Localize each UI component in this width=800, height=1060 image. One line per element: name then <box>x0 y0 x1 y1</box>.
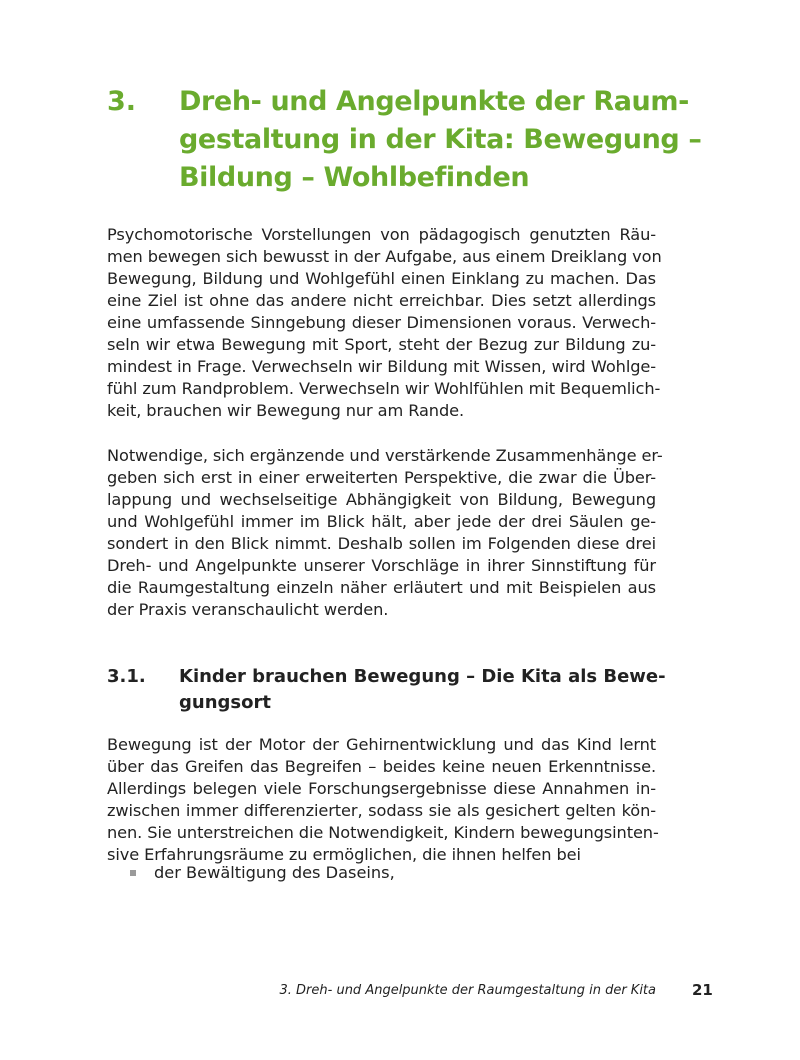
section-number: 3.1. <box>107 666 146 687</box>
text-line: eine Ziel ist ohne das andere nicht erreichbar. Dies setzt allerdings <box>107 291 656 310</box>
text-line: lappung und wechselseitige Abhängigkeit von Bildung, Bewegung <box>107 490 656 509</box>
running-footer-title: 3. Dreh- und Angelpunkte der Raumgestaltung in der Kita <box>279 983 656 998</box>
text-line: Psychomotorische Vorstellungen von pädagogisch genutzten Räu- <box>107 225 656 244</box>
chapter-title <box>179 83 702 197</box>
text-line: keit, brauchen wir Bewegung nur am Rande. <box>107 401 465 420</box>
bullet-text: der Bewältigung des Daseins, <box>154 863 395 882</box>
text-line: eine umfassende Sinngebung dieser Dimensionen voraus. Verwech- <box>107 313 656 332</box>
text-line: Bewegung ist der Motor der Gehirnentwicklung und das Kind lernt <box>107 735 656 754</box>
section-paragraph <box>107 734 659 866</box>
text-line: Allerdings belegen viele Forschungsergebnisse diese Annahmen in- <box>107 779 656 798</box>
text-line: Notwendige, sich ergänzende und verstärkende Zusammenhänge er- <box>107 446 663 465</box>
text-line: Bewegung, Bildung und Wohlgefühl einen Einklang zu machen. Das <box>107 269 656 288</box>
text-line: zwischen immer differenzierter, sodass sie als gesichert gelten kön- <box>107 801 656 820</box>
text-line: und Wohlgefühl immer im Blick hält, aber jede der drei Säulen ge- <box>107 512 656 531</box>
page-number: 21 <box>692 981 713 999</box>
text-line: geben sich erst in einer erweiterten Perspektive, die zwar die Über- <box>107 468 656 487</box>
chapter-title-line: Bildung – Wohlbefinden <box>179 162 530 193</box>
text-line: Dreh- und Angelpunkte unserer Vorschläge in ihrer Sinnstiftung für <box>107 556 656 575</box>
text-line: der Praxis veranschaulicht werden. <box>107 600 389 619</box>
intro-paragraph-1 <box>107 224 662 422</box>
text-line: seln wir etwa Bewegung mit Sport, steht der Bezug zur Bildung zu- <box>107 335 656 354</box>
text-line: fühl zum Randproblem. Verwechseln wir Wohlfühlen mit Bequemlich- <box>107 379 661 398</box>
section-title <box>179 664 667 716</box>
square-bullet-icon <box>130 870 136 876</box>
text-line: die Raumgestaltung einzeln näher erläutert und mit Beispielen aus <box>107 578 656 597</box>
text-line: nen. Sie unterstreichen die Notwendigkeit, Kindern bewegungsinten- <box>107 823 659 842</box>
text-line: men bewegen sich bewusst in der Aufgabe, aus einem Dreiklang von <box>107 247 662 266</box>
intro-paragraph-2 <box>107 445 663 621</box>
chapter-title-line: gestaltung in der Kita: Bewegung – <box>179 124 702 155</box>
text-line: sondert in den Blick nimmt. Deshalb sollen im Folgenden diese drei <box>107 534 656 553</box>
text-line: über das Greifen das Begreifen – beides keine neuen Erkenntnisse. <box>107 757 656 776</box>
chapter-number: 3. <box>107 86 137 117</box>
chapter-title-line: Dreh- und Angelpunkte der Raum- <box>179 86 689 117</box>
text-line: sive Erfahrungsräume zu ermöglichen, die ihnen helfen bei <box>107 845 581 864</box>
section-title-line: Kinder brauchen Bewegung – Die Kita als Bewe- <box>179 666 666 687</box>
section-title-line: gungsort <box>179 692 271 713</box>
text-line: mindest in Frage. Verwechseln wir Bildung mit Wissen, wird Wohlge- <box>107 357 656 376</box>
